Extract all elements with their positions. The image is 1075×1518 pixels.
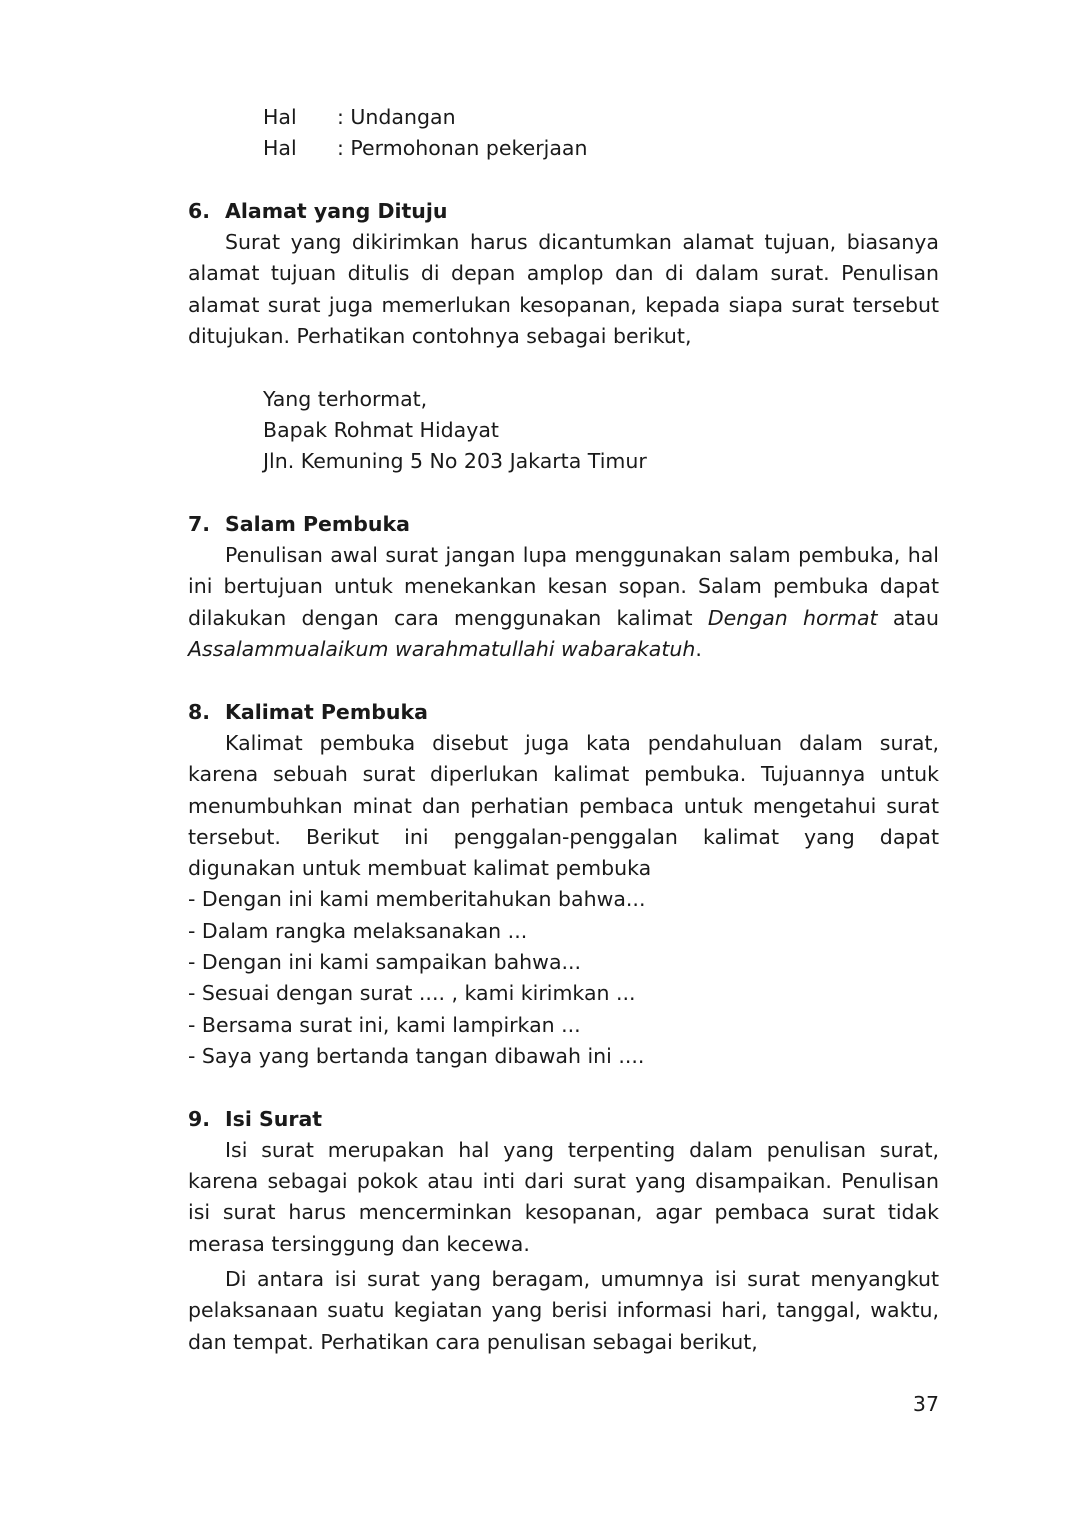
section-paragraph: Di antara isi surat yang beragam, umumnya isi surat menyangkut pelaksanaan suatu kegiatan yang berisi informasi hari, tanggal, waktu, dan tempat. Perhatikan cara penulisan sebagai berikut, <box>188 1266 939 1354</box>
section-number: 9. <box>188 1106 211 1131</box>
section-heading <box>188 509 939 540</box>
hal-label: Hal <box>263 136 297 161</box>
list-item: - Sesuai dengan surat .... , kami kirimkan ... <box>188 981 636 1006</box>
section-kalimat-pembuka <box>188 697 939 1073</box>
italic-phrase: Dengan hormat <box>707 605 878 630</box>
section-heading <box>188 196 939 227</box>
section-paragraph: Isi surat merupakan hal yang terpenting dalam penulisan surat, karena sebagai pokok atau inti dari surat yang disampaikan. Penulisan isi surat harus mencerminkan kesopanan, agar pembaca surat tidak merasa tersinggung dan kecewa. <box>188 1137 939 1256</box>
document-page <box>188 102 939 1358</box>
list-item: - Dalam rangka melaksanakan ... <box>188 918 528 943</box>
list-item: - Dengan ini kami sampaikan bahwa... <box>188 950 582 975</box>
italic-phrase: Assalammualaikum warahmatullahi wabarakatuh <box>188 637 696 662</box>
hal-label: Hal <box>263 105 297 129</box>
address-line: Bapak Rohmat Hidayat <box>263 417 499 442</box>
address-line: Yang terhormat, <box>263 386 428 411</box>
paragraph-text: Penulisan awal surat jangan lupa menggunakan salam pembuka, hal ini bertujuan untuk menekankan kesan sopan. Salam pembuka dapat dilakukan dengan cara menggunakan kalimat <box>188 543 939 630</box>
section-title: Salam Pembuka <box>225 511 410 536</box>
opening-phrase-list <box>188 884 939 1072</box>
address-line: Jln. Kemuning 5 No 203 Jakarta Timur <box>263 449 647 474</box>
hal-value: : Undangan <box>337 105 456 129</box>
section-title: Kalimat Pembuka <box>225 699 428 724</box>
paragraph-text: . <box>695 637 702 662</box>
section-title: Isi Surat <box>225 1106 323 1131</box>
section-heading <box>188 697 939 728</box>
section-paragraph: Kalimat pembuka disebut juga kata pendahuluan dalam surat, karena sebuah surat diperlukan kalimat pembuka. Tujuannya untuk menumbuhkan minat dan perhatian pembaca untuk mengetahui surat tersebut. Berikut ini penggalan-penggalan kalimat yang dapat digunakan untuk membuat kalimat pembuka <box>188 730 939 881</box>
section-number: 6. <box>188 198 211 223</box>
section-salam-pembuka <box>188 509 939 665</box>
paragraph-text: atau <box>877 605 940 630</box>
list-item: - Saya yang bertanda tangan dibawah ini .... <box>188 1043 645 1068</box>
section-number: 8. <box>188 699 211 724</box>
section-number: 7. <box>188 511 211 536</box>
address-block <box>263 384 939 478</box>
section-alamat-yang-dituju <box>188 196 939 478</box>
list-item: - Dengan ini kami memberitahukan bahwa... <box>188 887 646 912</box>
page-number: 37 <box>912 1392 939 1416</box>
hal-value: : Permohonan pekerjaan <box>337 136 588 161</box>
section-paragraph <box>188 540 939 665</box>
list-item: - Bersama surat ini, kami lampirkan ... <box>188 1012 581 1037</box>
section-paragraph: Surat yang dikirimkan harus dicantumkan alamat tujuan, biasanya alamat tujuan ditulis di depan amplop dan di dalam surat. Penulisan alamat surat juga memerlukan kesopanan, kepada siapa surat tersebut ditujukan. Perhatikan contohnya sebagai berikut, <box>188 230 939 349</box>
section-heading <box>188 1104 939 1135</box>
hal-line <box>263 102 939 133</box>
section-isi-surat <box>188 1104 939 1358</box>
hal-line <box>263 133 939 164</box>
section-title: Alamat yang Dituju <box>225 198 448 223</box>
